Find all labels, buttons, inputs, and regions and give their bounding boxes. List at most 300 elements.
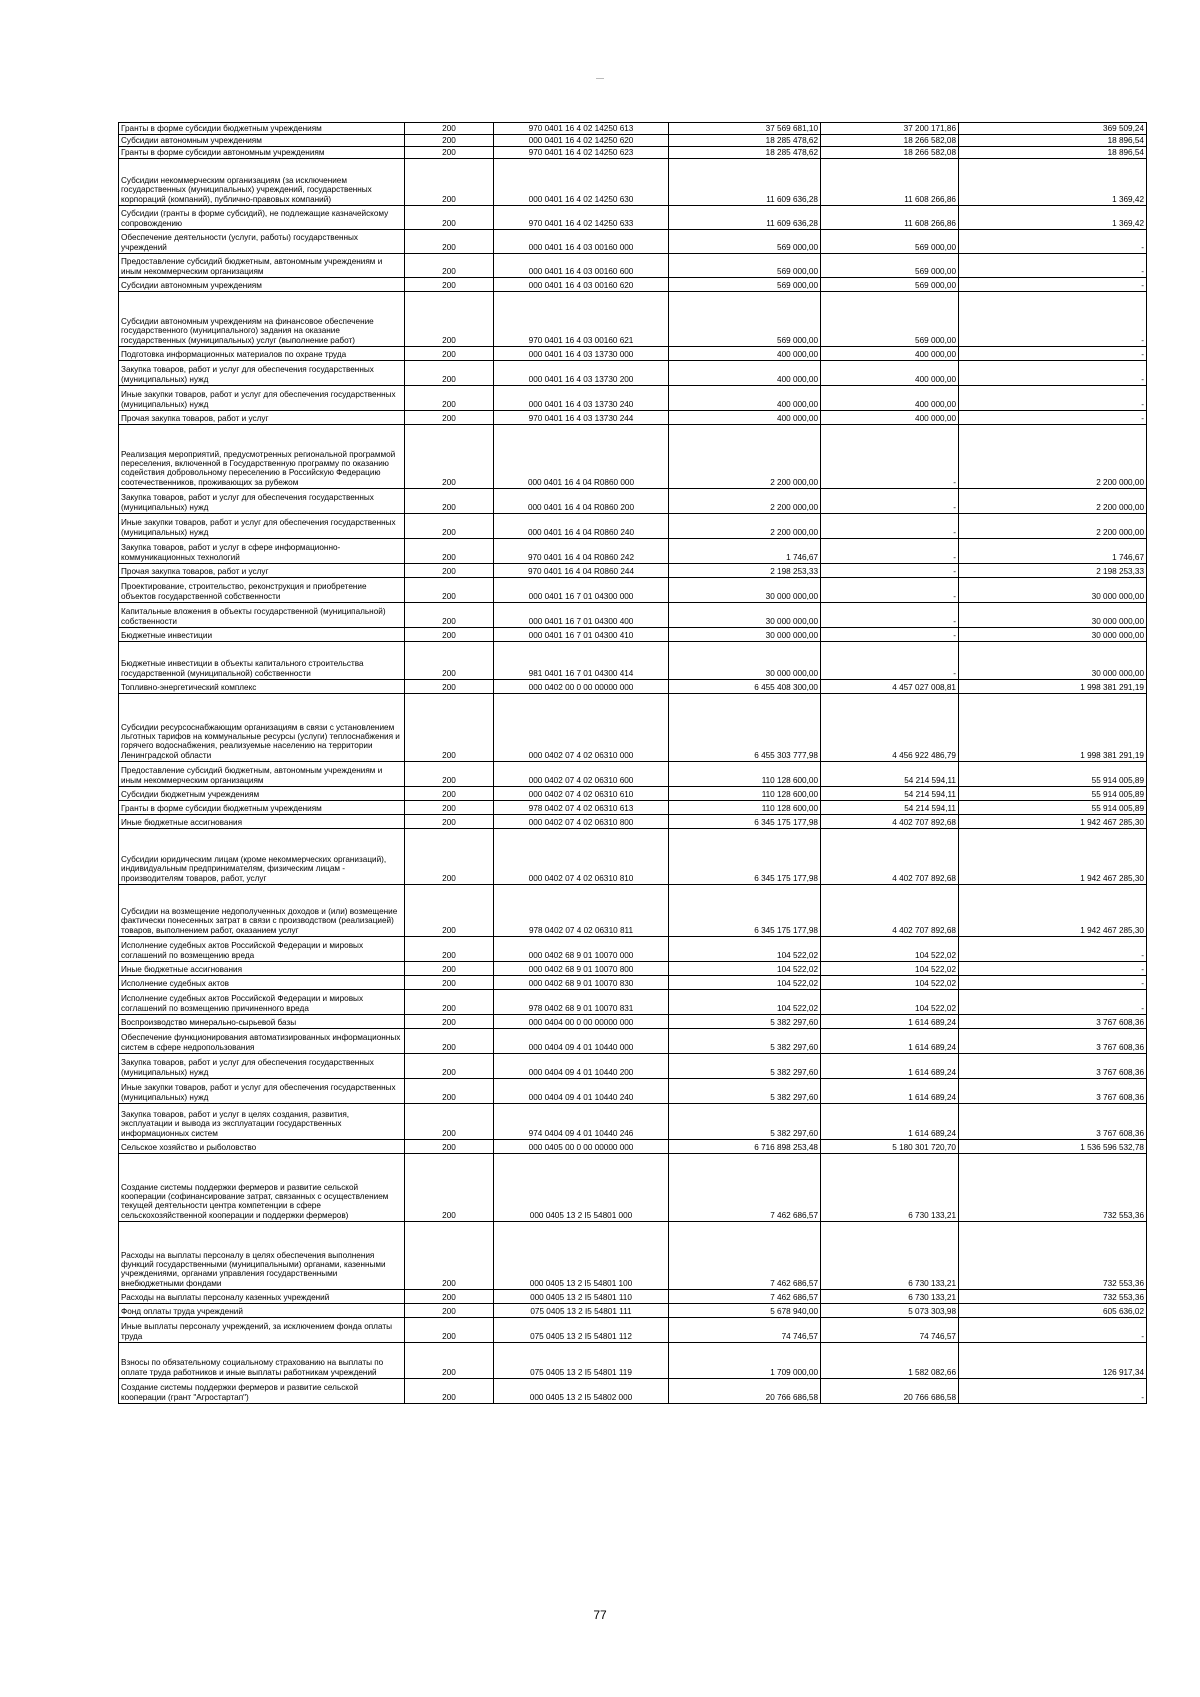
row-approved-amount-cell: 5 382 297,60 <box>669 1054 821 1079</box>
row-unexecuted-amount-cell: 3 767 608,36 <box>959 1079 1147 1104</box>
table-row <box>119 680 1147 694</box>
row-kbk-cell: 000 0404 00 0 00 00000 000 <box>494 1015 669 1029</box>
row-approved-amount-cell: 74 746,57 <box>669 1318 821 1343</box>
row-kbk-cell: 000 0402 68 9 01 10070 800 <box>494 962 669 976</box>
row-unexecuted-amount-cell: - <box>959 1379 1147 1404</box>
row-unexecuted-amount-cell: 732 553,36 <box>959 1222 1147 1290</box>
row-approved-amount-cell: 6 345 175 177,98 <box>669 815 821 829</box>
row-name-cell: Закупка товаров, работ и услуг для обеспечения государственных (муниципальных) нужд <box>119 1054 405 1079</box>
row-executed-amount-cell: 74 746,57 <box>821 1318 959 1343</box>
table-row <box>119 762 1147 787</box>
row-unexecuted-amount-cell: 369 509,24 <box>959 123 1147 135</box>
row-kbk-cell: 000 0402 07 4 02 06310 000 <box>494 694 669 762</box>
row-name-cell: Топливно-энергетический комплекс <box>119 680 405 694</box>
row-kbk-cell: 000 0401 16 4 03 13730 200 <box>494 361 669 386</box>
row-code-cell: 200 <box>405 254 494 278</box>
row-executed-amount-cell: 400 000,00 <box>821 411 959 425</box>
row-unexecuted-amount-cell: 2 200 000,00 <box>959 425 1147 489</box>
table-row <box>119 386 1147 411</box>
row-code-cell: 200 <box>405 361 494 386</box>
row-code-cell: 200 <box>405 1343 494 1379</box>
row-code-cell: 200 <box>405 489 494 514</box>
table-row <box>119 801 1147 815</box>
row-name-cell: Субсидии ресурсоснабжающим организациям в связи с установлением льготных тарифов на коммунальные ресурсы (услуги) теплоснабжения и горячего водоснабжения, реализуемые населению на территории Ленинградской области <box>119 694 405 762</box>
row-unexecuted-amount-cell: - <box>959 990 1147 1015</box>
row-name-cell: Обеспечение функционирования автоматизированных информационных систем в сфере недропользования <box>119 1029 405 1054</box>
row-unexecuted-amount-cell: 1 536 596 532,78 <box>959 1140 1147 1154</box>
row-unexecuted-amount-cell: 3 767 608,36 <box>959 1029 1147 1054</box>
row-unexecuted-amount-cell: - <box>959 230 1147 254</box>
table-row <box>119 411 1147 425</box>
row-name-cell: Бюджетные инвестиции <box>119 628 405 642</box>
row-executed-amount-cell: 11 608 266,86 <box>821 206 959 230</box>
row-name-cell: Создание системы поддержки фермеров и развитие сельской кооперации (софинансирование затрат, связанных с осуществлением текущей деятельности центра компетенции в сфере сельскохозяйственной кооперации и поддержки фермеров) <box>119 1154 405 1222</box>
row-kbk-cell: 000 0401 16 7 01 04300 400 <box>494 603 669 628</box>
table-row <box>119 1318 1147 1343</box>
row-unexecuted-amount-cell: - <box>959 254 1147 278</box>
row-kbk-cell: 978 0402 68 9 01 10070 831 <box>494 990 669 1015</box>
row-kbk-cell: 000 0405 13 2 I5 54801 100 <box>494 1222 669 1290</box>
row-code-cell: 200 <box>405 1029 494 1054</box>
row-approved-amount-cell: 104 522,02 <box>669 976 821 990</box>
table-row <box>119 135 1147 147</box>
row-name-cell: Расходы на выплаты персоналу казенных учреждений <box>119 1290 405 1304</box>
row-approved-amount-cell: 569 000,00 <box>669 230 821 254</box>
row-code-cell: 200 <box>405 1140 494 1154</box>
row-kbk-cell: 978 0402 07 4 02 06310 811 <box>494 885 669 937</box>
row-executed-amount-cell: 400 000,00 <box>821 386 959 411</box>
row-unexecuted-amount-cell: 2 198 253,33 <box>959 564 1147 578</box>
row-kbk-cell: 000 0401 16 4 02 14250 620 <box>494 135 669 147</box>
row-kbk-cell: 000 0402 07 4 02 06310 600 <box>494 762 669 787</box>
row-unexecuted-amount-cell: 1 942 467 285,30 <box>959 885 1147 937</box>
row-name-cell: Предоставление субсидий бюджетным, автономным учреждениям и иным некоммерческим организациям <box>119 762 405 787</box>
row-approved-amount-cell: 2 198 253,33 <box>669 564 821 578</box>
row-executed-amount-cell: 1 614 689,24 <box>821 1015 959 1029</box>
row-approved-amount-cell: 104 522,02 <box>669 937 821 962</box>
table-row <box>119 642 1147 680</box>
row-executed-amount-cell: 6 730 133,21 <box>821 1290 959 1304</box>
table-row <box>119 962 1147 976</box>
row-kbk-cell: 000 0404 09 4 01 10440 000 <box>494 1029 669 1054</box>
row-kbk-cell: 000 0401 16 4 03 13730 000 <box>494 347 669 361</box>
row-approved-amount-cell: 5 382 297,60 <box>669 1029 821 1054</box>
row-unexecuted-amount-cell: - <box>959 1318 1147 1343</box>
budget-execution-table <box>118 122 1147 1404</box>
row-kbk-cell: 978 0402 07 4 02 06310 613 <box>494 801 669 815</box>
row-code-cell: 200 <box>405 386 494 411</box>
row-executed-amount-cell: 1 614 689,24 <box>821 1054 959 1079</box>
row-name-cell: Субсидии автономным учреждениям на финансовое обеспечение государственного (муниципального) задания на оказание государственных (муниципальных) услуг (выполнение работ) <box>119 292 405 347</box>
row-executed-amount-cell: 400 000,00 <box>821 347 959 361</box>
row-name-cell: Иные закупки товаров, работ и услуг для обеспечения государственных (муниципальных) нужд <box>119 1079 405 1104</box>
row-executed-amount-cell: 104 522,02 <box>821 976 959 990</box>
row-approved-amount-cell: 110 128 600,00 <box>669 787 821 801</box>
row-executed-amount-cell: 54 214 594,11 <box>821 762 959 787</box>
row-name-cell: Иные бюджетные ассигнования <box>119 962 405 976</box>
row-name-cell: Исполнение судебных актов Российской Федерации и мировых соглашений по возмещению вреда <box>119 937 405 962</box>
row-unexecuted-amount-cell: 732 553,36 <box>959 1154 1147 1222</box>
row-approved-amount-cell: 104 522,02 <box>669 962 821 976</box>
row-code-cell: 200 <box>405 230 494 254</box>
row-kbk-cell: 075 0405 13 2 I5 54801 112 <box>494 1318 669 1343</box>
row-executed-amount-cell: 4 457 027 008,81 <box>821 680 959 694</box>
table-row <box>119 990 1147 1015</box>
row-name-cell: Прочая закупка товаров, работ и услуг <box>119 564 405 578</box>
row-kbk-cell: 075 0405 13 2 I5 54801 111 <box>494 1304 669 1318</box>
row-unexecuted-amount-cell: - <box>959 937 1147 962</box>
table-row <box>119 159 1147 206</box>
row-approved-amount-cell: 400 000,00 <box>669 386 821 411</box>
table-row <box>119 829 1147 885</box>
row-kbk-cell: 981 0401 16 7 01 04300 414 <box>494 642 669 680</box>
table-row <box>119 1079 1147 1104</box>
row-executed-amount-cell: - <box>821 603 959 628</box>
row-approved-amount-cell: 2 200 000,00 <box>669 514 821 539</box>
row-name-cell: Субсидии на возмещение недополученных доходов и (или) возмещение фактически понесенных затрат в связи с производством (реализацией) товаров, выполнением работ, оказанием услуг <box>119 885 405 937</box>
row-name-cell: Закупка товаров, работ и услуг в сфере информационно-коммуникационных технологий <box>119 539 405 564</box>
table-row <box>119 230 1147 254</box>
row-approved-amount-cell: 400 000,00 <box>669 361 821 386</box>
table-body <box>119 123 1147 1404</box>
row-kbk-cell: 970 0401 16 4 02 14250 613 <box>494 123 669 135</box>
row-executed-amount-cell: - <box>821 628 959 642</box>
row-approved-amount-cell: 11 609 636,28 <box>669 159 821 206</box>
row-unexecuted-amount-cell: 30 000 000,00 <box>959 603 1147 628</box>
row-code-cell: 200 <box>405 628 494 642</box>
row-executed-amount-cell: 5 073 303,98 <box>821 1304 959 1318</box>
row-code-cell: 200 <box>405 135 494 147</box>
row-approved-amount-cell: 2 200 000,00 <box>669 425 821 489</box>
row-approved-amount-cell: 110 128 600,00 <box>669 801 821 815</box>
row-unexecuted-amount-cell: - <box>959 976 1147 990</box>
row-executed-amount-cell: 18 266 582,08 <box>821 135 959 147</box>
row-code-cell: 200 <box>405 694 494 762</box>
row-unexecuted-amount-cell: 30 000 000,00 <box>959 628 1147 642</box>
row-approved-amount-cell: 2 200 000,00 <box>669 489 821 514</box>
row-approved-amount-cell: 6 455 408 300,00 <box>669 680 821 694</box>
row-approved-amount-cell: 18 285 478,62 <box>669 135 821 147</box>
row-approved-amount-cell: 30 000 000,00 <box>669 603 821 628</box>
row-name-cell: Реализация мероприятий, предусмотренных региональной программой переселения, включенной в Государственную программу по оказанию содействия добровольному переселению в Российскую Федерацию соотечественников, проживающих за рубежом <box>119 425 405 489</box>
row-name-cell: Гранты в форме субсидии автономным учреждениям <box>119 147 405 159</box>
row-code-cell: 200 <box>405 1290 494 1304</box>
row-name-cell: Фонд оплаты труда учреждений <box>119 1304 405 1318</box>
row-unexecuted-amount-cell: 55 914 005,89 <box>959 801 1147 815</box>
row-approved-amount-cell: 7 462 686,57 <box>669 1222 821 1290</box>
row-executed-amount-cell: 5 180 301 720,70 <box>821 1140 959 1154</box>
row-unexecuted-amount-cell: - <box>959 411 1147 425</box>
table-row <box>119 147 1147 159</box>
row-name-cell: Субсидии бюджетным учреждениям <box>119 787 405 801</box>
table-row <box>119 489 1147 514</box>
row-approved-amount-cell: 6 345 175 177,98 <box>669 829 821 885</box>
row-unexecuted-amount-cell: 2 200 000,00 <box>959 489 1147 514</box>
row-code-cell: 200 <box>405 762 494 787</box>
row-code-cell: 200 <box>405 564 494 578</box>
row-executed-amount-cell: 104 522,02 <box>821 937 959 962</box>
row-code-cell: 200 <box>405 642 494 680</box>
row-code-cell: 200 <box>405 603 494 628</box>
row-name-cell: Исполнение судебных актов <box>119 976 405 990</box>
row-name-cell: Субсидии автономным учреждениям <box>119 135 405 147</box>
table-row <box>119 1343 1147 1379</box>
row-approved-amount-cell: 5 382 297,60 <box>669 1104 821 1140</box>
row-name-cell: Создание системы поддержки фермеров и развитие сельской кооперации (грант "Агростартап") <box>119 1379 405 1404</box>
row-kbk-cell: 000 0401 16 4 04 R0860 000 <box>494 425 669 489</box>
row-unexecuted-amount-cell: - <box>959 386 1147 411</box>
row-unexecuted-amount-cell: 30 000 000,00 <box>959 642 1147 680</box>
row-kbk-cell: 075 0405 13 2 I5 54801 119 <box>494 1343 669 1379</box>
row-unexecuted-amount-cell: 55 914 005,89 <box>959 787 1147 801</box>
row-executed-amount-cell: 569 000,00 <box>821 278 959 292</box>
row-unexecuted-amount-cell: 1 746,67 <box>959 539 1147 564</box>
row-approved-amount-cell: 7 462 686,57 <box>669 1290 821 1304</box>
row-name-cell: Иные выплаты персоналу учреждений, за исключением фонда оплаты труда <box>119 1318 405 1343</box>
row-kbk-cell: 000 0404 09 4 01 10440 240 <box>494 1079 669 1104</box>
row-kbk-cell: 000 0401 16 7 01 04300 410 <box>494 628 669 642</box>
row-unexecuted-amount-cell: 2 200 000,00 <box>959 514 1147 539</box>
row-unexecuted-amount-cell: 1 942 467 285,30 <box>959 815 1147 829</box>
row-kbk-cell: 000 0401 16 4 02 14250 630 <box>494 159 669 206</box>
row-code-cell: 200 <box>405 1015 494 1029</box>
table-row <box>119 292 1147 347</box>
row-unexecuted-amount-cell: 18 896,54 <box>959 147 1147 159</box>
row-name-cell: Проектирование, строительство, реконструкция и приобретение объектов государственной собственности <box>119 578 405 603</box>
row-kbk-cell: 000 0401 16 4 03 00160 620 <box>494 278 669 292</box>
row-code-cell: 200 <box>405 539 494 564</box>
row-approved-amount-cell: 5 678 940,00 <box>669 1304 821 1318</box>
table-row <box>119 1015 1147 1029</box>
row-unexecuted-amount-cell: 126 917,34 <box>959 1343 1147 1379</box>
row-kbk-cell: 000 0401 16 4 03 00160 600 <box>494 254 669 278</box>
row-approved-amount-cell: 18 285 478,62 <box>669 147 821 159</box>
row-approved-amount-cell: 30 000 000,00 <box>669 578 821 603</box>
row-approved-amount-cell: 400 000,00 <box>669 347 821 361</box>
row-approved-amount-cell: 6 455 303 777,98 <box>669 694 821 762</box>
row-executed-amount-cell: 54 214 594,11 <box>821 787 959 801</box>
row-approved-amount-cell: 6 716 898 253,48 <box>669 1140 821 1154</box>
row-approved-amount-cell: 5 382 297,60 <box>669 1015 821 1029</box>
table-row <box>119 1304 1147 1318</box>
row-name-cell: Обеспечение деятельности (услуги, работы) государственных учреждений <box>119 230 405 254</box>
row-unexecuted-amount-cell: 1 998 381 291,19 <box>959 680 1147 694</box>
row-kbk-cell: 000 0402 07 4 02 06310 810 <box>494 829 669 885</box>
row-kbk-cell: 000 0402 07 4 02 06310 610 <box>494 787 669 801</box>
table-row <box>119 278 1147 292</box>
row-approved-amount-cell: 1 709 000,00 <box>669 1343 821 1379</box>
row-name-cell: Закупка товаров, работ и услуг для обеспечения государственных (муниципальных) нужд <box>119 361 405 386</box>
table-row <box>119 123 1147 135</box>
row-executed-amount-cell: 11 608 266,86 <box>821 159 959 206</box>
row-executed-amount-cell: 1 614 689,24 <box>821 1079 959 1104</box>
table-row <box>119 1222 1147 1290</box>
row-name-cell: Иные закупки товаров, работ и услуг для обеспечения государственных (муниципальных) нужд <box>119 386 405 411</box>
row-executed-amount-cell: - <box>821 539 959 564</box>
table-row <box>119 1379 1147 1404</box>
row-unexecuted-amount-cell: 1 369,42 <box>959 206 1147 230</box>
row-executed-amount-cell: 400 000,00 <box>821 361 959 386</box>
row-kbk-cell: 970 0401 16 4 02 14250 633 <box>494 206 669 230</box>
row-kbk-cell: 000 0402 68 9 01 10070 830 <box>494 976 669 990</box>
table-row <box>119 1029 1147 1054</box>
row-approved-amount-cell: 400 000,00 <box>669 411 821 425</box>
row-code-cell: 200 <box>405 1054 494 1079</box>
row-approved-amount-cell: 7 462 686,57 <box>669 1154 821 1222</box>
row-code-cell: 200 <box>405 278 494 292</box>
row-name-cell: Прочая закупка товаров, работ и услуг <box>119 411 405 425</box>
row-approved-amount-cell: 1 746,67 <box>669 539 821 564</box>
row-executed-amount-cell: 20 766 686,58 <box>821 1379 959 1404</box>
row-unexecuted-amount-cell: 3 767 608,36 <box>959 1104 1147 1140</box>
row-name-cell: Субсидии автономным учреждениям <box>119 278 405 292</box>
row-kbk-cell: 000 0401 16 4 04 R0860 200 <box>494 489 669 514</box>
row-kbk-cell: 000 0405 13 2 I5 54801 000 <box>494 1154 669 1222</box>
row-unexecuted-amount-cell: 18 896,54 <box>959 135 1147 147</box>
row-approved-amount-cell: 20 766 686,58 <box>669 1379 821 1404</box>
row-name-cell: Бюджетные инвестиции в объекты капитального строительства государственной (муниципальной) собственности <box>119 642 405 680</box>
row-approved-amount-cell: 569 000,00 <box>669 254 821 278</box>
row-executed-amount-cell: 104 522,02 <box>821 962 959 976</box>
table-row <box>119 1154 1147 1222</box>
row-code-cell: 200 <box>405 976 494 990</box>
table-row <box>119 1054 1147 1079</box>
row-approved-amount-cell: 569 000,00 <box>669 292 821 347</box>
table-row <box>119 539 1147 564</box>
row-executed-amount-cell: 1 614 689,24 <box>821 1104 959 1140</box>
row-code-cell: 200 <box>405 514 494 539</box>
row-executed-amount-cell: 4 456 922 486,79 <box>821 694 959 762</box>
table-row <box>119 206 1147 230</box>
row-executed-amount-cell: 4 402 707 892,68 <box>821 885 959 937</box>
row-code-cell: 200 <box>405 1318 494 1343</box>
table-row <box>119 347 1147 361</box>
row-executed-amount-cell: 54 214 594,11 <box>821 801 959 815</box>
row-kbk-cell: 000 0401 16 7 01 04300 000 <box>494 578 669 603</box>
row-code-cell: 200 <box>405 937 494 962</box>
row-unexecuted-amount-cell: 3 767 608,36 <box>959 1054 1147 1079</box>
row-approved-amount-cell: 5 382 297,60 <box>669 1079 821 1104</box>
row-name-cell: Предоставление субсидий бюджетным, автономным учреждениям и иным некоммерческим организациям <box>119 254 405 278</box>
row-unexecuted-amount-cell: 1 942 467 285,30 <box>959 829 1147 885</box>
row-name-cell: Капитальные вложения в объекты государственной (муниципальной) собственности <box>119 603 405 628</box>
row-code-cell: 200 <box>405 787 494 801</box>
row-kbk-cell: 000 0401 16 4 04 R0860 240 <box>494 514 669 539</box>
row-name-cell: Гранты в форме субсидии бюджетным учреждениям <box>119 123 405 135</box>
row-unexecuted-amount-cell: - <box>959 292 1147 347</box>
row-code-cell: 200 <box>405 1104 494 1140</box>
row-kbk-cell: 000 0402 68 9 01 10070 000 <box>494 937 669 962</box>
row-code-cell: 200 <box>405 801 494 815</box>
row-code-cell: 200 <box>405 578 494 603</box>
row-executed-amount-cell: 569 000,00 <box>821 254 959 278</box>
row-executed-amount-cell: 569 000,00 <box>821 292 959 347</box>
table-row <box>119 815 1147 829</box>
row-name-cell: Подготовка информационных материалов по охране труда <box>119 347 405 361</box>
row-executed-amount-cell: 6 730 133,21 <box>821 1154 959 1222</box>
table-row <box>119 885 1147 937</box>
table-row <box>119 694 1147 762</box>
row-approved-amount-cell: 11 609 636,28 <box>669 206 821 230</box>
row-code-cell: 200 <box>405 147 494 159</box>
row-code-cell: 200 <box>405 962 494 976</box>
row-code-cell: 200 <box>405 1304 494 1318</box>
row-kbk-cell: 970 0401 16 4 03 13730 244 <box>494 411 669 425</box>
row-kbk-cell: 000 0401 16 4 03 00160 000 <box>494 230 669 254</box>
row-approved-amount-cell: 37 569 681,10 <box>669 123 821 135</box>
row-approved-amount-cell: 569 000,00 <box>669 278 821 292</box>
row-name-cell: Исполнение судебных актов Российской Федерации и мировых соглашений по возмещению причиненного вреда <box>119 990 405 1015</box>
row-executed-amount-cell: 4 402 707 892,68 <box>821 815 959 829</box>
table-row <box>119 361 1147 386</box>
row-executed-amount-cell: 569 000,00 <box>821 230 959 254</box>
row-kbk-cell: 000 0405 00 0 00 00000 000 <box>494 1140 669 1154</box>
row-name-cell: Субсидии юридическим лицам (кроме некоммерческих организаций), индивидуальным предпринимателям, физическим лицам - производителям товаров, работ, услуг <box>119 829 405 885</box>
row-kbk-cell: 000 0405 13 2 I5 54802 000 <box>494 1379 669 1404</box>
row-kbk-cell: 000 0401 16 4 03 13730 240 <box>494 386 669 411</box>
table-row <box>119 1140 1147 1154</box>
row-name-cell: Субсидии (гранты в форме субсидий), не подлежащие казначейскому сопровождению <box>119 206 405 230</box>
table-row <box>119 425 1147 489</box>
row-kbk-cell: 970 0401 16 4 02 14250 623 <box>494 147 669 159</box>
row-approved-amount-cell: 104 522,02 <box>669 990 821 1015</box>
row-code-cell: 200 <box>405 680 494 694</box>
row-executed-amount-cell: - <box>821 489 959 514</box>
row-code-cell: 200 <box>405 347 494 361</box>
table-row <box>119 937 1147 962</box>
row-executed-amount-cell: 6 730 133,21 <box>821 1222 959 1290</box>
row-unexecuted-amount-cell: - <box>959 347 1147 361</box>
row-name-cell: Закупка товаров, работ и услуг в целях создания, развития, эксплуатации и вывода из эксплуатации государственных информационных систем <box>119 1104 405 1140</box>
row-code-cell: 200 <box>405 829 494 885</box>
row-code-cell: 200 <box>405 815 494 829</box>
row-name-cell: Расходы на выплаты персоналу в целях обеспечения выполнения функций государственными (муниципальными) органами, казенными учреждениями, органами управления государственными внебюджетными фондами <box>119 1222 405 1290</box>
row-executed-amount-cell: - <box>821 564 959 578</box>
row-executed-amount-cell: 37 200 171,86 <box>821 123 959 135</box>
row-unexecuted-amount-cell: 1 998 381 291,19 <box>959 694 1147 762</box>
row-name-cell: Гранты в форме субсидии бюджетным учреждениям <box>119 801 405 815</box>
row-unexecuted-amount-cell: - <box>959 278 1147 292</box>
row-unexecuted-amount-cell: 605 636,02 <box>959 1304 1147 1318</box>
row-kbk-cell: 970 0401 16 4 04 R0860 244 <box>494 564 669 578</box>
row-unexecuted-amount-cell: 3 767 608,36 <box>959 1015 1147 1029</box>
row-name-cell: Закупка товаров, работ и услуг для обеспечения государственных (муниципальных) нужд <box>119 489 405 514</box>
row-unexecuted-amount-cell: 732 553,36 <box>959 1290 1147 1304</box>
row-unexecuted-amount-cell: - <box>959 962 1147 976</box>
row-unexecuted-amount-cell: 30 000 000,00 <box>959 578 1147 603</box>
row-code-cell: 200 <box>405 206 494 230</box>
row-unexecuted-amount-cell: - <box>959 361 1147 386</box>
row-code-cell: 200 <box>405 1079 494 1104</box>
table-row <box>119 1290 1147 1304</box>
table-row <box>119 1104 1147 1140</box>
row-approved-amount-cell: 6 345 175 177,98 <box>669 885 821 937</box>
row-code-cell: 200 <box>405 292 494 347</box>
row-executed-amount-cell: 18 266 582,08 <box>821 147 959 159</box>
row-executed-amount-cell: - <box>821 425 959 489</box>
row-code-cell: 200 <box>405 159 494 206</box>
row-kbk-cell: 000 0402 00 0 00 00000 000 <box>494 680 669 694</box>
row-executed-amount-cell: 1 614 689,24 <box>821 1029 959 1054</box>
table-row <box>119 628 1147 642</box>
row-executed-amount-cell: - <box>821 578 959 603</box>
row-executed-amount-cell: - <box>821 642 959 680</box>
row-name-cell: Иные закупки товаров, работ и услуг для обеспечения государственных (муниципальных) нужд <box>119 514 405 539</box>
table-row <box>119 787 1147 801</box>
row-code-cell: 200 <box>405 425 494 489</box>
row-name-cell: Иные бюджетные ассигнования <box>119 815 405 829</box>
row-code-cell: 200 <box>405 990 494 1015</box>
